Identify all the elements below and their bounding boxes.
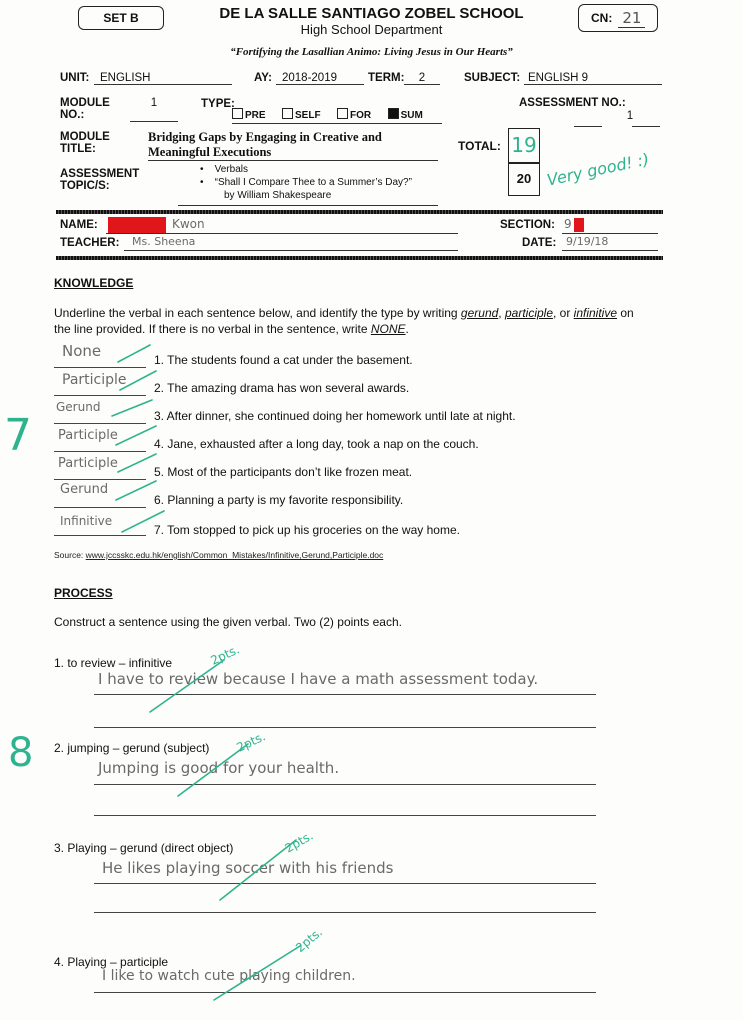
set-label: SET B (103, 11, 139, 25)
date-value: 9/19/18 (562, 235, 658, 251)
process-prompt: 4. Playing – participle (54, 955, 169, 969)
ay-label: AY: (254, 72, 272, 84)
section-value: 9 (564, 217, 572, 231)
knowledge-sentence: 6. Planning a party is my favorite responsibility. (154, 493, 404, 507)
module-title: Bridging Gaps by Engaging in Creative and Meaningful Executions (148, 130, 438, 161)
cn-label: CN: (591, 11, 613, 25)
knowledge-instructions: Underline the verbal in each sentence below, and identify the type by writing gerund, participle, or infinitive on the line provided. If there is no verbal in the sentence, write NONE. (54, 306, 634, 336)
department-name: High School Department (300, 22, 443, 37)
module-no-value: 1 (130, 97, 178, 122)
process-prompt: 3. Playing – gerund (direct object) (54, 841, 234, 855)
unit-value: ENGLISH (94, 72, 232, 85)
knowledge-score-mark: 7 (4, 410, 32, 461)
knowledge-sentence: 1. The students found a cat under the basement. (154, 353, 413, 367)
process-score-mark: 8 (8, 730, 34, 776)
knowledge-sentence: 7. Tom stopped to pick up his groceries on the way home. (154, 523, 460, 537)
module-no-label: MODULE NO.: (60, 97, 110, 121)
knowledge-sentence: 3. After dinner, she continued doing her homework until late at night. (154, 409, 516, 423)
name-label: NAME: (60, 219, 98, 231)
assessment-no-label: ASSESSMENT NO.: (519, 97, 626, 109)
max-score-value: 20 (516, 171, 532, 186)
knowledge-answer[interactable]: Participle (58, 428, 118, 443)
school-name: DE LA SALLE SANTIAGO ZOBEL SCHOOL (219, 5, 524, 22)
topics-label: ASSESSMENT TOPIC/S: (60, 168, 140, 192)
total-label: TOTAL: (458, 139, 501, 153)
teacher-value: Ms. Sheena (124, 235, 458, 251)
knowledge-sentence: 2. The amazing drama has won several awards. (154, 381, 410, 395)
check-mark (120, 371, 156, 390)
process-points: 2pts. (282, 828, 316, 856)
check-mark (118, 454, 156, 472)
check-mark (116, 481, 156, 500)
process-points: 2pts. (293, 924, 326, 956)
process-answer[interactable]: Jumping is good for your health. (98, 759, 340, 777)
name-value: Kwon (172, 217, 205, 231)
knowledge-answer[interactable]: Infinitive (60, 514, 113, 528)
score-value: 19 (511, 133, 537, 157)
date-label: DATE: (522, 237, 557, 249)
cn-value: 21 (618, 9, 645, 28)
check-mark (178, 744, 248, 796)
unit-label: UNIT: (60, 72, 90, 84)
subject-label: SUBJECT: (464, 72, 521, 84)
knowledge-answer[interactable]: Participle (58, 456, 118, 471)
topic-item: by William Shakespeare (224, 190, 332, 201)
check-mark (112, 400, 152, 416)
process-answer[interactable]: He likes playing soccer with his friends (102, 859, 394, 877)
school-motto: “Fortifying the Lasallian Animo: Living Jesus in Our Hearts” (230, 46, 513, 58)
check-mark (122, 511, 164, 532)
type-option-pre[interactable]: PRE (232, 110, 266, 121)
process-heading: PROCESS (54, 586, 113, 600)
knowledge-answer[interactable]: Gerund (56, 400, 101, 414)
knowledge-answer[interactable]: Gerund (60, 482, 109, 497)
process-prompt: 2. jumping – gerund (subject) (54, 741, 210, 755)
teacher-label: TEACHER: (60, 237, 120, 249)
term-label: TERM: (368, 72, 405, 84)
process-prompt: 1. to review – infinitive (54, 656, 173, 670)
section-label: SECTION: (500, 219, 555, 231)
process-answer[interactable]: I like to watch cute playing children. (102, 968, 356, 984)
process-points: 2pts. (234, 729, 268, 755)
assessment-no-value: 1 (626, 110, 634, 122)
topic-item: • Verbals (200, 164, 248, 175)
subject-value: ENGLISH 9 (524, 72, 662, 85)
source-citation: Source: www.jccsskc.edu.hk/english/Common_Mistakes/Infinitive,Gerund,Participle.doc (54, 550, 384, 560)
knowledge-sentence: 5. Most of the participants don’t like frozen meat. (154, 465, 413, 479)
ay-value: 2018-2019 (276, 72, 364, 85)
knowledge-sentence: 4. Jane, exhausted after a long day, took a nap on the couch. (154, 437, 479, 451)
type-label: TYPE: (201, 98, 235, 110)
process-points: 2pts. (208, 642, 242, 668)
check-mark (220, 840, 296, 900)
check-mark (214, 946, 300, 1000)
knowledge-answer[interactable]: None (62, 342, 102, 360)
topic-item: • “Shall I Compare Thee to a Summer’s Day?” (200, 177, 412, 188)
type-option-self[interactable]: SELF (282, 110, 321, 121)
knowledge-answer[interactable]: Participle (62, 372, 127, 388)
check-mark (118, 345, 150, 362)
process-answer[interactable]: I have to review because I have a math assessment today. (98, 670, 539, 688)
process-instructions: Construct a sentence using the given verbal. Two (2) points each. (54, 615, 402, 629)
type-option-sum[interactable]: SUM (388, 110, 423, 121)
check-mark (150, 660, 224, 712)
source-link[interactable]: www.jccsskc.edu.hk/english/Common_Mistakes/Infinitive,Gerund,Participle.doc (85, 550, 384, 560)
type-option-for[interactable]: FOR (337, 110, 371, 121)
term-value: 2 (404, 72, 440, 85)
score-comment: Very good! :) (545, 149, 651, 190)
check-mark (116, 426, 156, 445)
knowledge-heading: KNOWLEDGE (54, 276, 134, 290)
module-title-label: MODULE TITLE: (60, 131, 110, 155)
